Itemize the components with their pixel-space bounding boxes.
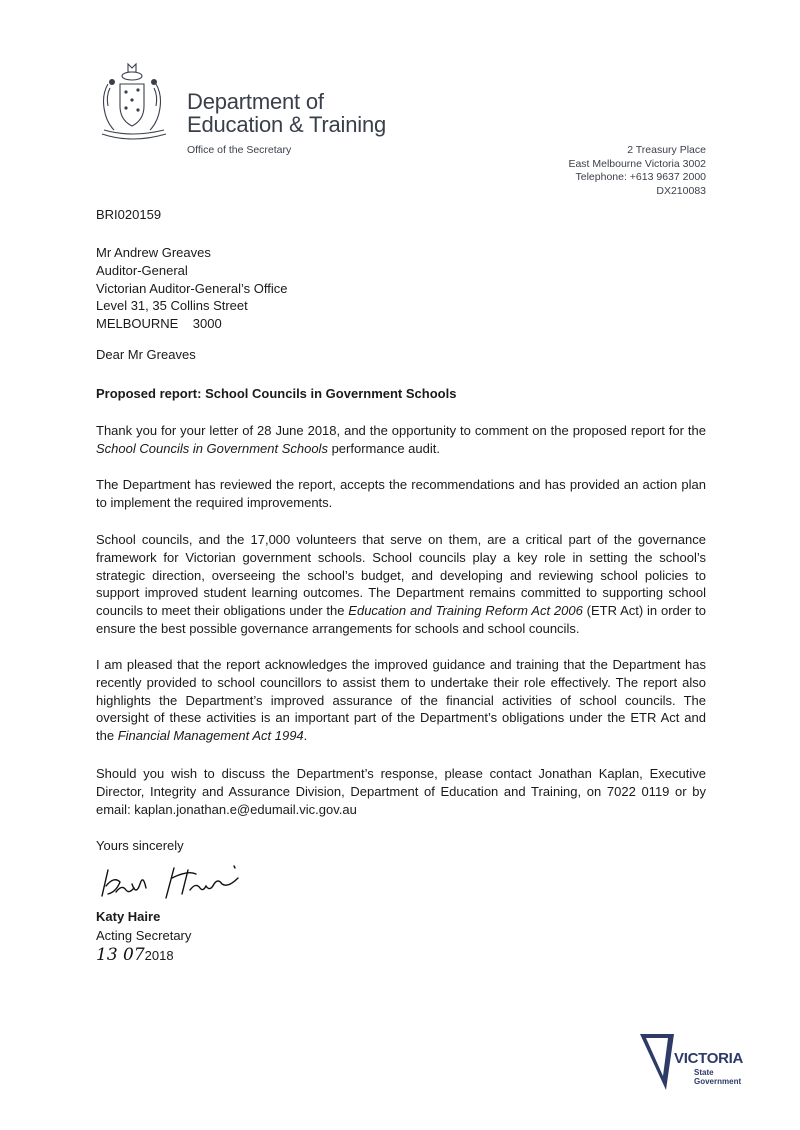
signature-date [96,944,174,966]
paragraph-4 [96,656,706,745]
state-label: State [694,1068,714,1077]
recipient-address [96,244,706,333]
government-label: Government [694,1077,742,1086]
act-title: Education and Training Reform Act 2006 [348,603,583,619]
paragraph-text: Thank you for your letter of 28 June 2018, and the opportunity to comment on the proposed report for the [96,423,706,438]
department-name-line2: Education & Training [187,112,387,137]
state-government-label [694,1068,741,1086]
address-line: 2 Treasury Place [627,144,706,156]
address-line: Telephone: +613 9637 2000 [575,171,706,183]
coat-of-arms-crest-icon [96,60,172,142]
handwritten-date: 13 07 [96,945,145,965]
recipient-line: MELBOURNE 3000 [96,316,222,332]
handwritten-signature [94,856,274,904]
signer-name: Katy Haire [96,909,161,924]
paragraph-3 [96,531,706,638]
paragraph-text: The Department has reviewed the report, accepts the recommendations and has provided an action plan to implement the required improvements. [96,477,706,510]
paragraph-5 [96,765,706,818]
salutation: Dear Mr Greaves [96,347,196,362]
department-name [187,90,386,136]
address-line: East Melbourne Victoria 3002 [568,157,706,170]
victoria-wordmark: VICTORIA [674,1050,743,1067]
paragraph-text: School councils, and the 17,000 volunteers that serve on them, are a critical part of the governance framework for Victorian government schools. School councils play a key role in setting the school’s strategic direction, overseeing the school’s budget, and developing and reviewing school policies to support improved student learning outcomes. The Department remains committed to supporting school councils to meet their obligations under the [96,532,706,619]
department-name-line1: Department of [187,89,324,114]
reference-number: BRI020159 [96,207,162,222]
recipient-line: Level 31, 35 Collins Street [96,298,248,314]
recipient-line: Mr Andrew Greaves [96,245,211,260]
address-line: DX210083 [656,184,706,197]
signer-title: Acting Secretary [96,928,192,943]
paragraph-text: (ETR Act) in order to ensure the best possible governance arrangements for schools and school councils. [96,603,706,636]
closing: Yours sincerely [96,838,184,853]
office-of-secretary: Office of the Secretary [187,144,292,156]
printed-year: 2018 [144,948,174,963]
sender-address [568,144,706,198]
paragraph-text: I am pleased that the report acknowledges the improved guidance and training that the Department has recently provided to school councillors to assist them to undertake their role effectively. The report also highlights the Department’s improved assurance of the financial activities of school councils. The oversight of these activities is an important part of the Department’s obligations under the ETR Act and the [96,657,706,744]
paragraph-text: performance audit. [327,440,440,456]
report-title: School Councils in Government Schools [96,440,328,456]
paragraph-1 [96,422,706,458]
recipient-line: Victorian Auditor-General’s Office [96,280,288,296]
subject-line: Proposed report: School Councils in Government Schools [96,386,457,401]
recipient-line: Auditor-General [96,262,188,278]
paragraph-text: Should you wish to discuss the Department’s response, please contact Jonathan Kaplan, Executive Director, Integrity and Assurance Division, Department of Education and Training, on 7022 0119 or by email: kaplan.jonathan.e@edumail.vic.gov.au [96,766,706,817]
paragraph-2 [96,476,706,512]
act-title: Financial Management Act 1994 [117,728,304,744]
paragraph-text: . [303,728,308,744]
